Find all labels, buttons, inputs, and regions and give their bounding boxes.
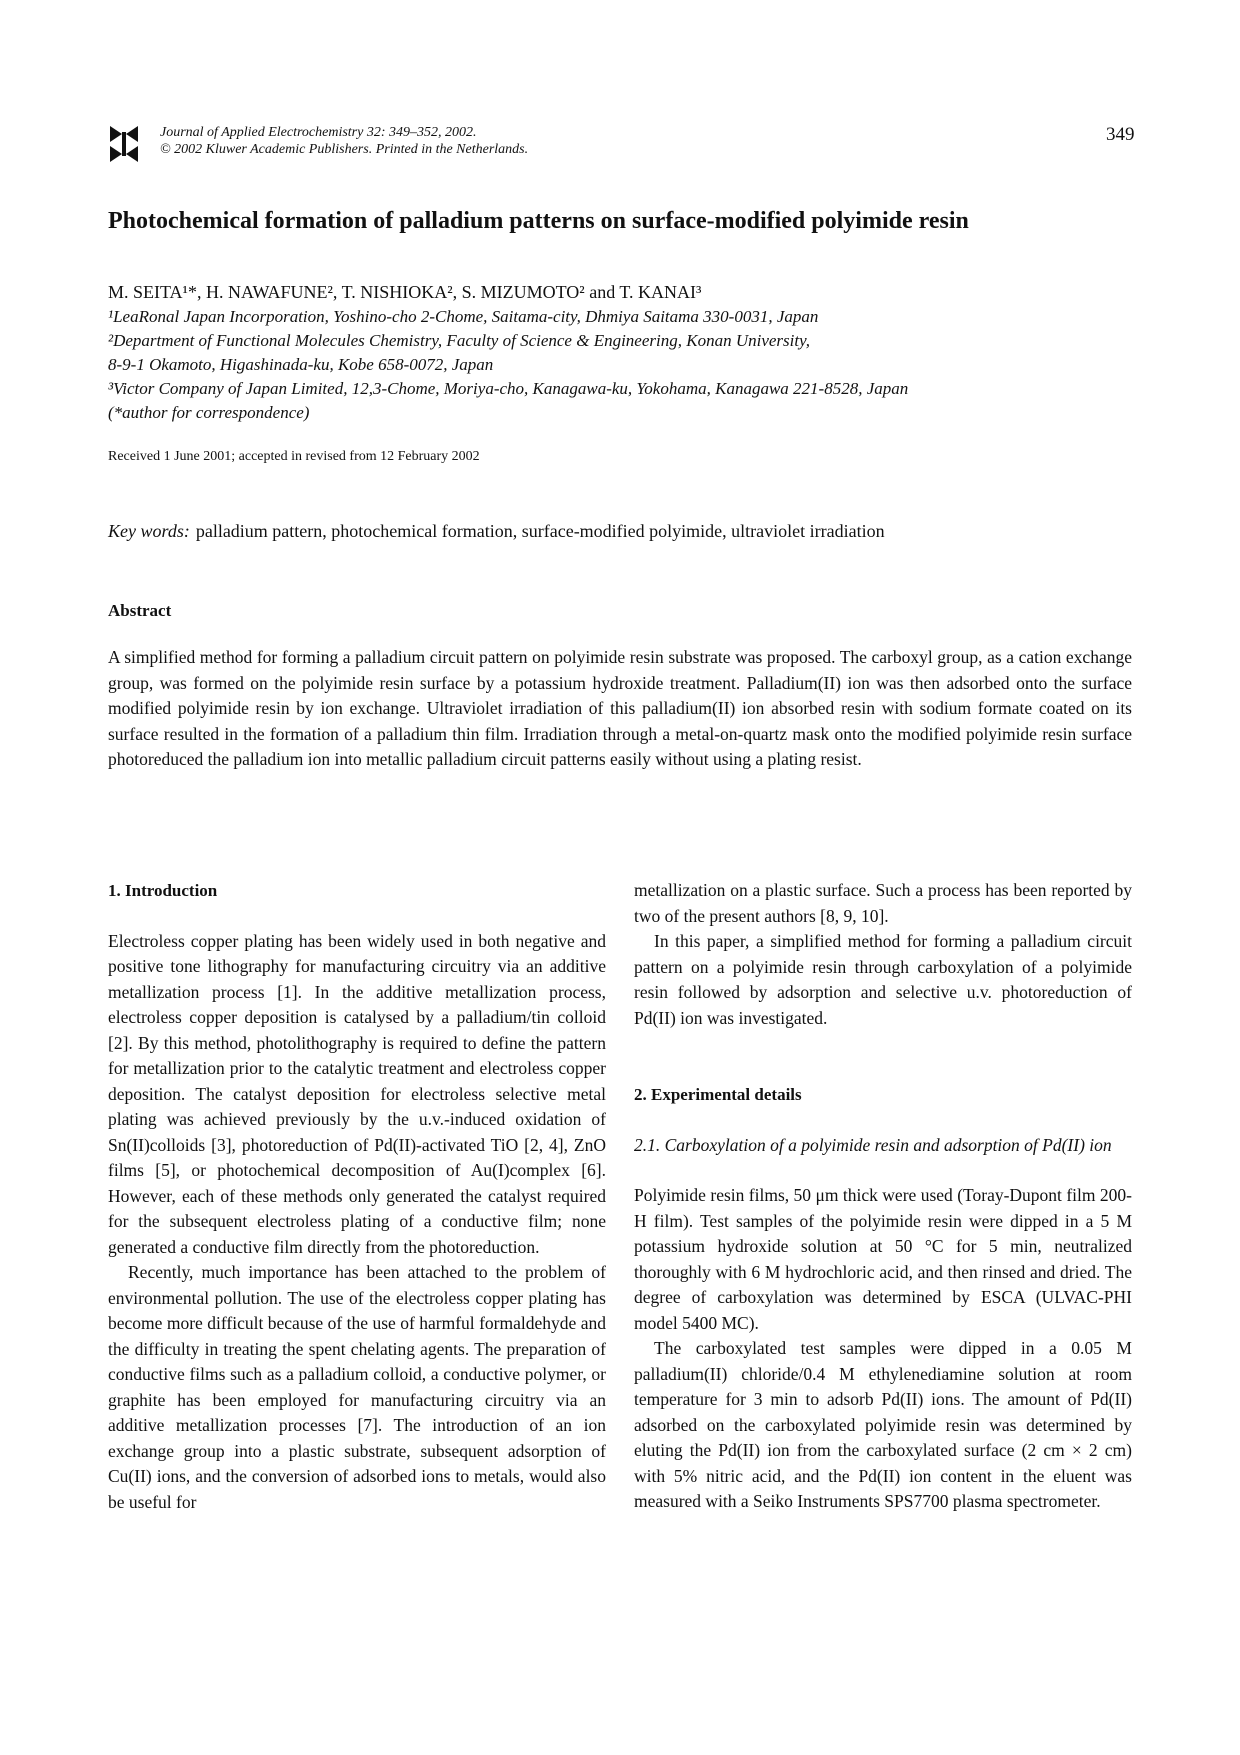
paper-title: Photochemical formation of palladium patterns on surface-modified polyimide resin bbox=[108, 208, 969, 234]
intro-paragraph-4: In this paper, a simplified method for forming a palladium circuit pattern on a polyimide resin through carboxylation of a polyimide resin followed by adsorption and selective u.v. photoreduction of Pd(II) ion was investigated. bbox=[634, 931, 1132, 1028]
subsection-heading: 2.1. Carboxylation of a polyimide resin and adsorption of Pd(II) ion bbox=[634, 1134, 1112, 1155]
journal-citation bbox=[160, 124, 528, 158]
affiliation-3: ³Victor Company of Japan Limited, 12,3-Chome, Moriya-cho, Kanagawa-ku, Yokohama, Kanagawa 221-8528, Japan bbox=[108, 379, 909, 398]
experimental-heading: 2. Experimental details bbox=[634, 1085, 802, 1104]
intro-paragraph-2: Recently, much importance has been attached to the problem of environmental pollution. The use of the electroless copper plating has become more difficult because of the use of harmful formaldehyde and the difficulty in treating the spent chelating agents. The preparation of conductive films such as a palladium colloid, a conductive polymer, or graphite has been employed for manufacturing circuitry via an additive metallization processes [7]. The introduction of an ion exchange group into a plastic substrate, subsequent adsorption of Cu(II) ions, and the conversion of adsorbed ions to metals, would also be useful for bbox=[108, 1262, 606, 1512]
experimental-paragraph-2: The carboxylated test samples were dipped in a 0.05 M palladium(II) chloride/0.4 M ethylenediamine solution at room temperature for 3 min to adsorb Pd(II) ions. The amount of Pd(II) adsorbed on the carboxylated polyimide resin was determined by eluting the Pd(II) ion from the carboxylated surface (2 cm × 2 cm) with 5% nitric acid, and the Pd(II) ion content in the eluent was measured with a Seiko Instruments SPS7700 plasma spectrometer. bbox=[634, 1338, 1132, 1511]
affiliation-2-address: 8-9-1 Okamoto, Higashinada-ku, Kobe 658-0072, Japan bbox=[108, 355, 494, 374]
publisher-logo-icon bbox=[108, 124, 140, 164]
right-column bbox=[634, 878, 1132, 1515]
author-list: M. SEITA¹*, H. NAWAFUNE², T. NISHIOKA², S. MIZUMOTO² and T. KANAI³ bbox=[108, 282, 702, 302]
intro-paragraph-3: metallization on a plastic surface. Such a process has been reported by two of the present authors [8, 9, 10]. bbox=[634, 880, 1132, 926]
correspondence-note: (*author for correspondence) bbox=[108, 403, 310, 422]
intro-paragraph-1: Electroless copper plating has been widely used in both negative and positive tone lithography for manufacturing circuitry via an additive metallization process [1]. In the additive metallization process, electroless copper deposition is catalysed by a palladium/tin colloid [2]. By this method, photolithography is required to define the pattern for metallization prior to the catalytic treatment and electroless copper deposition. The catalyst deposition for electroless selective metal plating was achieved previously by the u.v.-induced oxidation of Sn(II)colloids [3], photoreduction of Pd(II)-activated TiO [2, 4], ZnO films [5], or photochemical decomposition of Au(I)complex [6]. However, each of these methods only generated the catalyst required for the subsequent electroless plating of a conductive film; none generated a conductive film directly from the photoreduction. bbox=[108, 930, 606, 1257]
journal-line-2: © 2002 Kluwer Academic Publishers. Printed in the Netherlands. bbox=[160, 142, 529, 157]
affiliation-1: ¹LeaRonal Japan Incorporation, Yoshino-cho 2-Chome, Saitama-city, Dhmiya Saitama 330-0031, Japan bbox=[108, 307, 819, 326]
page-number: 349 bbox=[1106, 124, 1135, 145]
abstract-heading: Abstract bbox=[108, 601, 172, 620]
keywords-label: Key words: bbox=[108, 521, 190, 541]
experimental-paragraph-1: Polyimide resin films, 50 μm thick were used (Toray-Dupont film 200-H film). Test samples of the polyimide resin were dipped in a 5 M potassium hydroxide solution at 50 °C for 5 min, neutralized thoroughly with 6 M hydrochloric acid, and then rinsed and dried. The degree of carboxylation was determined by ESCA (ULVAC-PHI model 5400 MC). bbox=[634, 1185, 1132, 1333]
keywords-line bbox=[108, 519, 1138, 543]
affiliation-2: ²Department of Functional Molecules Chemistry, Faculty of Science & Engineering, Konan University, bbox=[108, 331, 810, 350]
left-column bbox=[108, 878, 606, 1515]
received-dates: Received 1 June 2001; accepted in revised from 12 February 2002 bbox=[108, 449, 480, 464]
introduction-heading: 1. Introduction bbox=[108, 881, 218, 900]
journal-line-1: Journal of Applied Electrochemistry 32: 349–352, 2002. bbox=[160, 125, 477, 140]
abstract-text: A simplified method for forming a palladium circuit pattern on polyimide resin substrate was proposed. The carboxyl group, as a cation exchange group, was formed on the polyimide resin surface by a potassium hydroxide treatment. Palladium(II) ion was then adsorbed onto the surface modified polyimide resin by ion exchange. Ultraviolet irradiation of this palladium(II) ion absorbed resin with sodium formate coated on its surface resulted in the formation of a palladium thin film. Irradiation through a metal-on-quartz mask onto the modified polyimide resin surface photoreduced the palladium ion into metallic palladium circuit patterns easily without using a plating resist. bbox=[108, 647, 1132, 769]
keywords-text: palladium pattern, photochemical formation, surface-modified polyimide, ultraviolet irradiation bbox=[195, 521, 885, 541]
